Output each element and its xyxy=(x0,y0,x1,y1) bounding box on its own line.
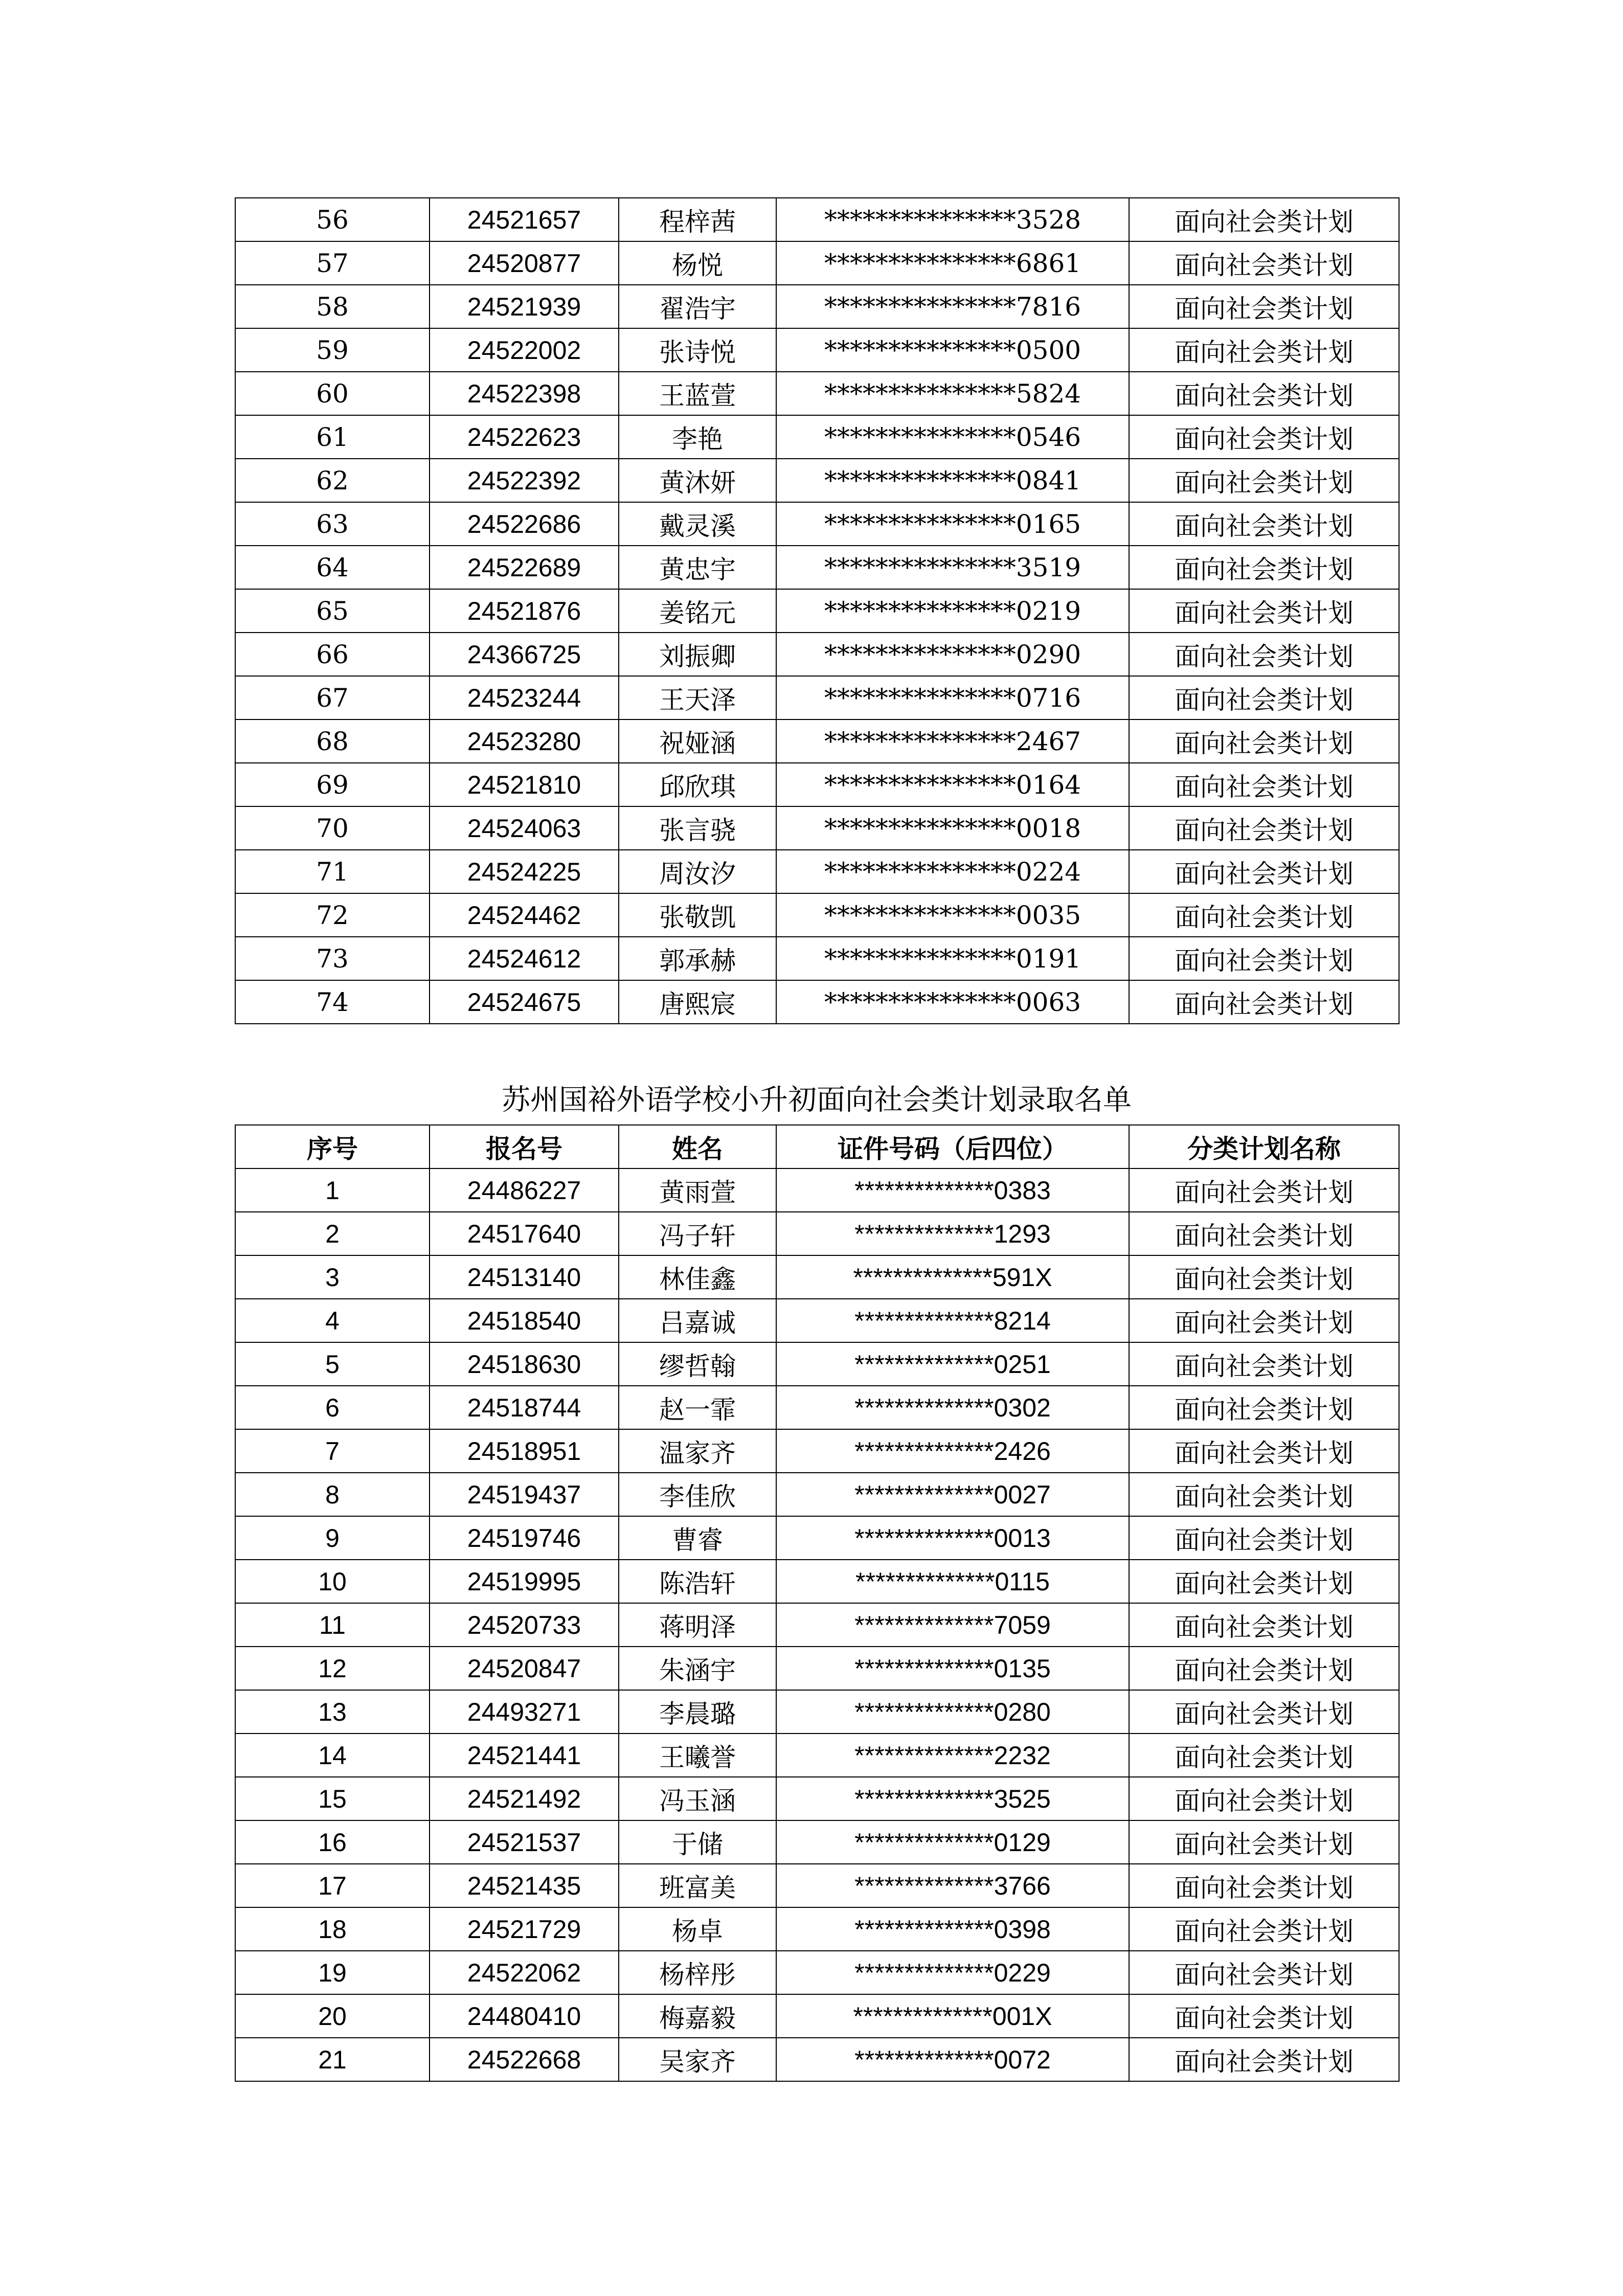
cell-student-name: 杨卓 xyxy=(619,1907,776,1951)
cell-registration-number: 24517640 xyxy=(430,1212,619,1255)
cell-registration-number: 24522398 xyxy=(430,372,619,415)
cell-id-number: ***************0018 xyxy=(776,806,1129,850)
table-row xyxy=(235,1994,1399,2038)
cell-student-name: 王天泽 xyxy=(619,676,776,719)
cell-plan-category: 面向社会类计划 xyxy=(1129,1386,1399,1429)
cell-registration-number: 24521441 xyxy=(430,1734,619,1777)
cell-id-number: ***************0716 xyxy=(776,676,1129,719)
table-header-row xyxy=(235,1125,1399,1168)
cell-student-name: 梅嘉毅 xyxy=(619,1994,776,2038)
cell-plan-category: 面向社会类计划 xyxy=(1129,1603,1399,1647)
cell-plan-category: 面向社会类计划 xyxy=(1129,546,1399,589)
cell-registration-number: 24521537 xyxy=(430,1820,619,1864)
cell-serial-number: 62 xyxy=(235,459,430,502)
cell-plan-category: 面向社会类计划 xyxy=(1129,1734,1399,1777)
cell-serial-number: 70 xyxy=(235,806,430,850)
cell-serial-number: 11 xyxy=(235,1603,430,1647)
cell-student-name: 王曦誉 xyxy=(619,1734,776,1777)
cell-student-name: 缪哲翰 xyxy=(619,1342,776,1386)
cell-registration-number: 24518744 xyxy=(430,1386,619,1429)
cell-plan-category: 面向社会类计划 xyxy=(1129,1864,1399,1907)
cell-plan-category: 面向社会类计划 xyxy=(1129,1647,1399,1690)
cell-plan-category: 面向社会类计划 xyxy=(1129,980,1399,1024)
cell-student-name: 刘振卿 xyxy=(619,633,776,676)
cell-registration-number: 24520733 xyxy=(430,1603,619,1647)
table-row xyxy=(235,1255,1399,1299)
cell-student-name: 张敬凯 xyxy=(619,893,776,937)
cell-id-number: ***************0035 xyxy=(776,893,1129,937)
header-name: 姓名 xyxy=(619,1125,776,1168)
table-row xyxy=(235,285,1399,328)
cell-serial-number: 2 xyxy=(235,1212,430,1255)
cell-id-number: ***************5824 xyxy=(776,372,1129,415)
cell-id-number: **************591X xyxy=(776,1255,1129,1299)
cell-plan-category: 面向社会类计划 xyxy=(1129,1690,1399,1734)
table-row xyxy=(235,241,1399,285)
cell-id-number: **************0135 xyxy=(776,1647,1129,1690)
table-row xyxy=(235,1951,1399,1994)
cell-id-number: ***************3519 xyxy=(776,546,1129,589)
cell-registration-number: 24521939 xyxy=(430,285,619,328)
table-row xyxy=(235,1212,1399,1255)
cell-serial-number: 9 xyxy=(235,1516,430,1560)
cell-registration-number: 24519995 xyxy=(430,1560,619,1603)
table-row xyxy=(235,459,1399,502)
cell-registration-number: 24521876 xyxy=(430,589,619,633)
cell-serial-number: 3 xyxy=(235,1255,430,1299)
header-registration-number: 报名号 xyxy=(430,1125,619,1168)
cell-registration-number: 24521729 xyxy=(430,1907,619,1951)
table-row xyxy=(235,763,1399,806)
cell-serial-number: 20 xyxy=(235,1994,430,2038)
cell-student-name: 冯子轩 xyxy=(619,1212,776,1255)
cell-student-name: 蒋明泽 xyxy=(619,1603,776,1647)
cell-serial-number: 5 xyxy=(235,1342,430,1386)
cell-student-name: 李佳欣 xyxy=(619,1473,776,1516)
table-row xyxy=(235,1820,1399,1864)
cell-id-number: **************0115 xyxy=(776,1560,1129,1603)
cell-id-number: ***************0224 xyxy=(776,850,1129,893)
table-row xyxy=(235,937,1399,980)
cell-registration-number: 24493271 xyxy=(430,1690,619,1734)
cell-student-name: 赵一霏 xyxy=(619,1386,776,1429)
table-row xyxy=(235,1473,1399,1516)
cell-id-number: **************2426 xyxy=(776,1429,1129,1473)
cell-id-number: **************001X xyxy=(776,1994,1129,2038)
cell-id-number: **************2232 xyxy=(776,1734,1129,1777)
cell-serial-number: 7 xyxy=(235,1429,430,1473)
table-row xyxy=(235,502,1399,546)
cell-serial-number: 67 xyxy=(235,676,430,719)
cell-plan-category: 面向社会类计划 xyxy=(1129,372,1399,415)
cell-serial-number: 18 xyxy=(235,1907,430,1951)
cell-id-number: ***************0546 xyxy=(776,415,1129,459)
table-row xyxy=(235,719,1399,763)
cell-serial-number: 1 xyxy=(235,1168,430,1212)
table-row xyxy=(235,1386,1399,1429)
cell-registration-number: 24524462 xyxy=(430,893,619,937)
cell-id-number: **************0280 xyxy=(776,1690,1129,1734)
cell-student-name: 王蓝萱 xyxy=(619,372,776,415)
cell-serial-number: 6 xyxy=(235,1386,430,1429)
cell-plan-category: 面向社会类计划 xyxy=(1129,937,1399,980)
cell-student-name: 吕嘉诚 xyxy=(619,1299,776,1342)
cell-id-number: ***************0063 xyxy=(776,980,1129,1024)
cell-plan-category: 面向社会类计划 xyxy=(1129,676,1399,719)
table-row xyxy=(235,372,1399,415)
cell-id-number: **************0229 xyxy=(776,1951,1129,1994)
cell-student-name: 祝娅涵 xyxy=(619,719,776,763)
header-id-number: 证件号码（后四位） xyxy=(776,1125,1129,1168)
table-row xyxy=(235,1516,1399,1560)
cell-student-name: 黄沐妍 xyxy=(619,459,776,502)
table-row xyxy=(235,1342,1399,1386)
cell-id-number: ***************0290 xyxy=(776,633,1129,676)
cell-plan-category: 面向社会类计划 xyxy=(1129,1560,1399,1603)
cell-plan-category: 面向社会类计划 xyxy=(1129,633,1399,676)
cell-id-number: **************0398 xyxy=(776,1907,1129,1951)
cell-serial-number: 61 xyxy=(235,415,430,459)
cell-plan-category: 面向社会类计划 xyxy=(1129,1342,1399,1386)
cell-plan-category: 面向社会类计划 xyxy=(1129,1168,1399,1212)
cell-serial-number: 58 xyxy=(235,285,430,328)
continued-roster-table xyxy=(235,197,1400,1024)
cell-serial-number: 10 xyxy=(235,1560,430,1603)
cell-student-name: 邱欣琪 xyxy=(619,763,776,806)
cell-student-name: 戴灵溪 xyxy=(619,502,776,546)
cell-student-name: 林佳鑫 xyxy=(619,1255,776,1299)
cell-registration-number: 24521492 xyxy=(430,1777,619,1820)
cell-registration-number: 24520847 xyxy=(430,1647,619,1690)
cell-id-number: ***************2467 xyxy=(776,719,1129,763)
cell-registration-number: 24480410 xyxy=(430,1994,619,2038)
cell-student-name: 黄忠宇 xyxy=(619,546,776,589)
cell-id-number: ***************0164 xyxy=(776,763,1129,806)
cell-student-name: 曹睿 xyxy=(619,1516,776,1560)
table-row xyxy=(235,850,1399,893)
cell-plan-category: 面向社会类计划 xyxy=(1129,850,1399,893)
cell-serial-number: 19 xyxy=(235,1951,430,1994)
table-row xyxy=(235,1864,1399,1907)
cell-student-name: 张言骁 xyxy=(619,806,776,850)
cell-serial-number: 73 xyxy=(235,937,430,980)
table-row xyxy=(235,1690,1399,1734)
cell-serial-number: 14 xyxy=(235,1734,430,1777)
cell-student-name: 吴家齐 xyxy=(619,2038,776,2081)
cell-plan-category: 面向社会类计划 xyxy=(1129,1429,1399,1473)
cell-registration-number: 24518951 xyxy=(430,1429,619,1473)
cell-student-name: 程梓茜 xyxy=(619,198,776,241)
cell-id-number: ***************7816 xyxy=(776,285,1129,328)
cell-student-name: 李晨璐 xyxy=(619,1690,776,1734)
cell-registration-number: 24522623 xyxy=(430,415,619,459)
cell-student-name: 杨悦 xyxy=(619,241,776,285)
cell-student-name: 朱涵宇 xyxy=(619,1647,776,1690)
cell-registration-number: 24522668 xyxy=(430,2038,619,2081)
cell-serial-number: 66 xyxy=(235,633,430,676)
cell-registration-number: 24524612 xyxy=(430,937,619,980)
cell-id-number: ***************0841 xyxy=(776,459,1129,502)
cell-serial-number: 4 xyxy=(235,1299,430,1342)
cell-registration-number: 24519746 xyxy=(430,1516,619,1560)
cell-id-number: **************3525 xyxy=(776,1777,1129,1820)
cell-serial-number: 60 xyxy=(235,372,430,415)
cell-registration-number: 24518540 xyxy=(430,1299,619,1342)
cell-student-name: 李艳 xyxy=(619,415,776,459)
cell-serial-number: 59 xyxy=(235,328,430,372)
table-row xyxy=(235,1603,1399,1647)
cell-plan-category: 面向社会类计划 xyxy=(1129,198,1399,241)
cell-student-name: 姜铭元 xyxy=(619,589,776,633)
cell-registration-number: 24519437 xyxy=(430,1473,619,1516)
cell-plan-category: 面向社会类计划 xyxy=(1129,459,1399,502)
cell-student-name: 唐熙宸 xyxy=(619,980,776,1024)
cell-registration-number: 24513140 xyxy=(430,1255,619,1299)
cell-plan-category: 面向社会类计划 xyxy=(1129,415,1399,459)
cell-serial-number: 71 xyxy=(235,850,430,893)
cell-registration-number: 24522002 xyxy=(430,328,619,372)
cell-serial-number: 16 xyxy=(235,1820,430,1864)
table-row xyxy=(235,415,1399,459)
cell-registration-number: 24521435 xyxy=(430,1864,619,1907)
table-row xyxy=(235,328,1399,372)
continued-roster-body xyxy=(235,198,1399,1024)
cell-registration-number: 24522062 xyxy=(430,1951,619,1994)
cell-registration-number: 24522392 xyxy=(430,459,619,502)
cell-student-name: 郭承赫 xyxy=(619,937,776,980)
cell-serial-number: 17 xyxy=(235,1864,430,1907)
cell-serial-number: 72 xyxy=(235,893,430,937)
cell-student-name: 班富美 xyxy=(619,1864,776,1907)
cell-serial-number: 15 xyxy=(235,1777,430,1820)
cell-student-name: 张诗悦 xyxy=(619,328,776,372)
cell-plan-category: 面向社会类计划 xyxy=(1129,241,1399,285)
cell-plan-category: 面向社会类计划 xyxy=(1129,502,1399,546)
table-row xyxy=(235,980,1399,1024)
cell-student-name: 杨梓彤 xyxy=(619,1951,776,1994)
header-serial-number: 序号 xyxy=(235,1125,430,1168)
cell-id-number: ***************3528 xyxy=(776,198,1129,241)
cell-plan-category: 面向社会类计划 xyxy=(1129,1516,1399,1560)
admission-roster-table xyxy=(235,1124,1400,2082)
cell-student-name: 温家齐 xyxy=(619,1429,776,1473)
table-row xyxy=(235,1777,1399,1820)
cell-serial-number: 63 xyxy=(235,502,430,546)
table-row xyxy=(235,1429,1399,1473)
cell-registration-number: 24523244 xyxy=(430,676,619,719)
cell-plan-category: 面向社会类计划 xyxy=(1129,2038,1399,2081)
cell-serial-number: 69 xyxy=(235,763,430,806)
table-row xyxy=(235,546,1399,589)
cell-plan-category: 面向社会类计划 xyxy=(1129,1777,1399,1820)
cell-plan-category: 面向社会类计划 xyxy=(1129,1994,1399,2038)
cell-serial-number: 57 xyxy=(235,241,430,285)
cell-id-number: **************0072 xyxy=(776,2038,1129,2081)
table-row xyxy=(235,589,1399,633)
cell-serial-number: 65 xyxy=(235,589,430,633)
cell-plan-category: 面向社会类计划 xyxy=(1129,1473,1399,1516)
cell-registration-number: 24486227 xyxy=(430,1168,619,1212)
cell-registration-number: 24521810 xyxy=(430,763,619,806)
table-row xyxy=(235,633,1399,676)
cell-serial-number: 13 xyxy=(235,1690,430,1734)
cell-plan-category: 面向社会类计划 xyxy=(1129,285,1399,328)
cell-id-number: **************0027 xyxy=(776,1473,1129,1516)
cell-student-name: 周汝汐 xyxy=(619,850,776,893)
cell-registration-number: 24524225 xyxy=(430,850,619,893)
table-row xyxy=(235,806,1399,850)
cell-registration-number: 24521657 xyxy=(430,198,619,241)
cell-registration-number: 24524063 xyxy=(430,806,619,850)
cell-id-number: **************1293 xyxy=(776,1212,1129,1255)
cell-student-name: 黄雨萱 xyxy=(619,1168,776,1212)
cell-plan-category: 面向社会类计划 xyxy=(1129,589,1399,633)
cell-id-number: ***************6861 xyxy=(776,241,1129,285)
table-row xyxy=(235,1560,1399,1603)
cell-serial-number: 56 xyxy=(235,198,430,241)
cell-serial-number: 68 xyxy=(235,719,430,763)
table-row xyxy=(235,1299,1399,1342)
cell-plan-category: 面向社会类计划 xyxy=(1129,806,1399,850)
cell-id-number: **************0302 xyxy=(776,1386,1129,1429)
cell-plan-category: 面向社会类计划 xyxy=(1129,1951,1399,1994)
cell-plan-category: 面向社会类计划 xyxy=(1129,1255,1399,1299)
cell-plan-category: 面向社会类计划 xyxy=(1129,763,1399,806)
cell-id-number: ***************0191 xyxy=(776,937,1129,980)
table-row xyxy=(235,2038,1399,2081)
cell-student-name: 于储 xyxy=(619,1820,776,1864)
cell-registration-number: 24522686 xyxy=(430,502,619,546)
cell-registration-number: 24520877 xyxy=(430,241,619,285)
cell-id-number: ***************0500 xyxy=(776,328,1129,372)
admission-roster-body xyxy=(235,1168,1399,2081)
cell-serial-number: 8 xyxy=(235,1473,430,1516)
cell-plan-category: 面向社会类计划 xyxy=(1129,1212,1399,1255)
cell-serial-number: 74 xyxy=(235,980,430,1024)
table-row xyxy=(235,1168,1399,1212)
table-row xyxy=(235,198,1399,241)
table-row xyxy=(235,1907,1399,1951)
cell-registration-number: 24524675 xyxy=(430,980,619,1024)
cell-id-number: **************8214 xyxy=(776,1299,1129,1342)
cell-plan-category: 面向社会类计划 xyxy=(1129,328,1399,372)
cell-id-number: ***************0165 xyxy=(776,502,1129,546)
cell-student-name: 陈浩轩 xyxy=(619,1560,776,1603)
cell-plan-category: 面向社会类计划 xyxy=(1129,1299,1399,1342)
cell-id-number: **************0013 xyxy=(776,1516,1129,1560)
cell-id-number: **************7059 xyxy=(776,1603,1129,1647)
cell-serial-number: 21 xyxy=(235,2038,430,2081)
cell-serial-number: 12 xyxy=(235,1647,430,1690)
cell-registration-number: 24523280 xyxy=(430,719,619,763)
cell-serial-number: 64 xyxy=(235,546,430,589)
cell-id-number: **************0129 xyxy=(776,1820,1129,1864)
cell-plan-category: 面向社会类计划 xyxy=(1129,719,1399,763)
cell-student-name: 翟浩宇 xyxy=(619,285,776,328)
cell-registration-number: 24522689 xyxy=(430,546,619,589)
cell-id-number: **************0383 xyxy=(776,1168,1129,1212)
cell-id-number: **************0251 xyxy=(776,1342,1129,1386)
cell-registration-number: 24366725 xyxy=(430,633,619,676)
table-row xyxy=(235,893,1399,937)
table-row xyxy=(235,676,1399,719)
roster-title: 苏州国裕外语学校小升初面向社会类计划录取名单 xyxy=(502,1084,1132,1117)
table-row xyxy=(235,1734,1399,1777)
table-row xyxy=(235,1647,1399,1690)
cell-id-number: ***************0219 xyxy=(776,589,1129,633)
cell-id-number: **************3766 xyxy=(776,1864,1129,1907)
cell-plan-category: 面向社会类计划 xyxy=(1129,1907,1399,1951)
cell-plan-category: 面向社会类计划 xyxy=(1129,1820,1399,1864)
header-plan-category: 分类计划名称 xyxy=(1129,1125,1399,1168)
cell-registration-number: 24518630 xyxy=(430,1342,619,1386)
cell-student-name: 冯玉涵 xyxy=(619,1777,776,1820)
cell-plan-category: 面向社会类计划 xyxy=(1129,893,1399,937)
